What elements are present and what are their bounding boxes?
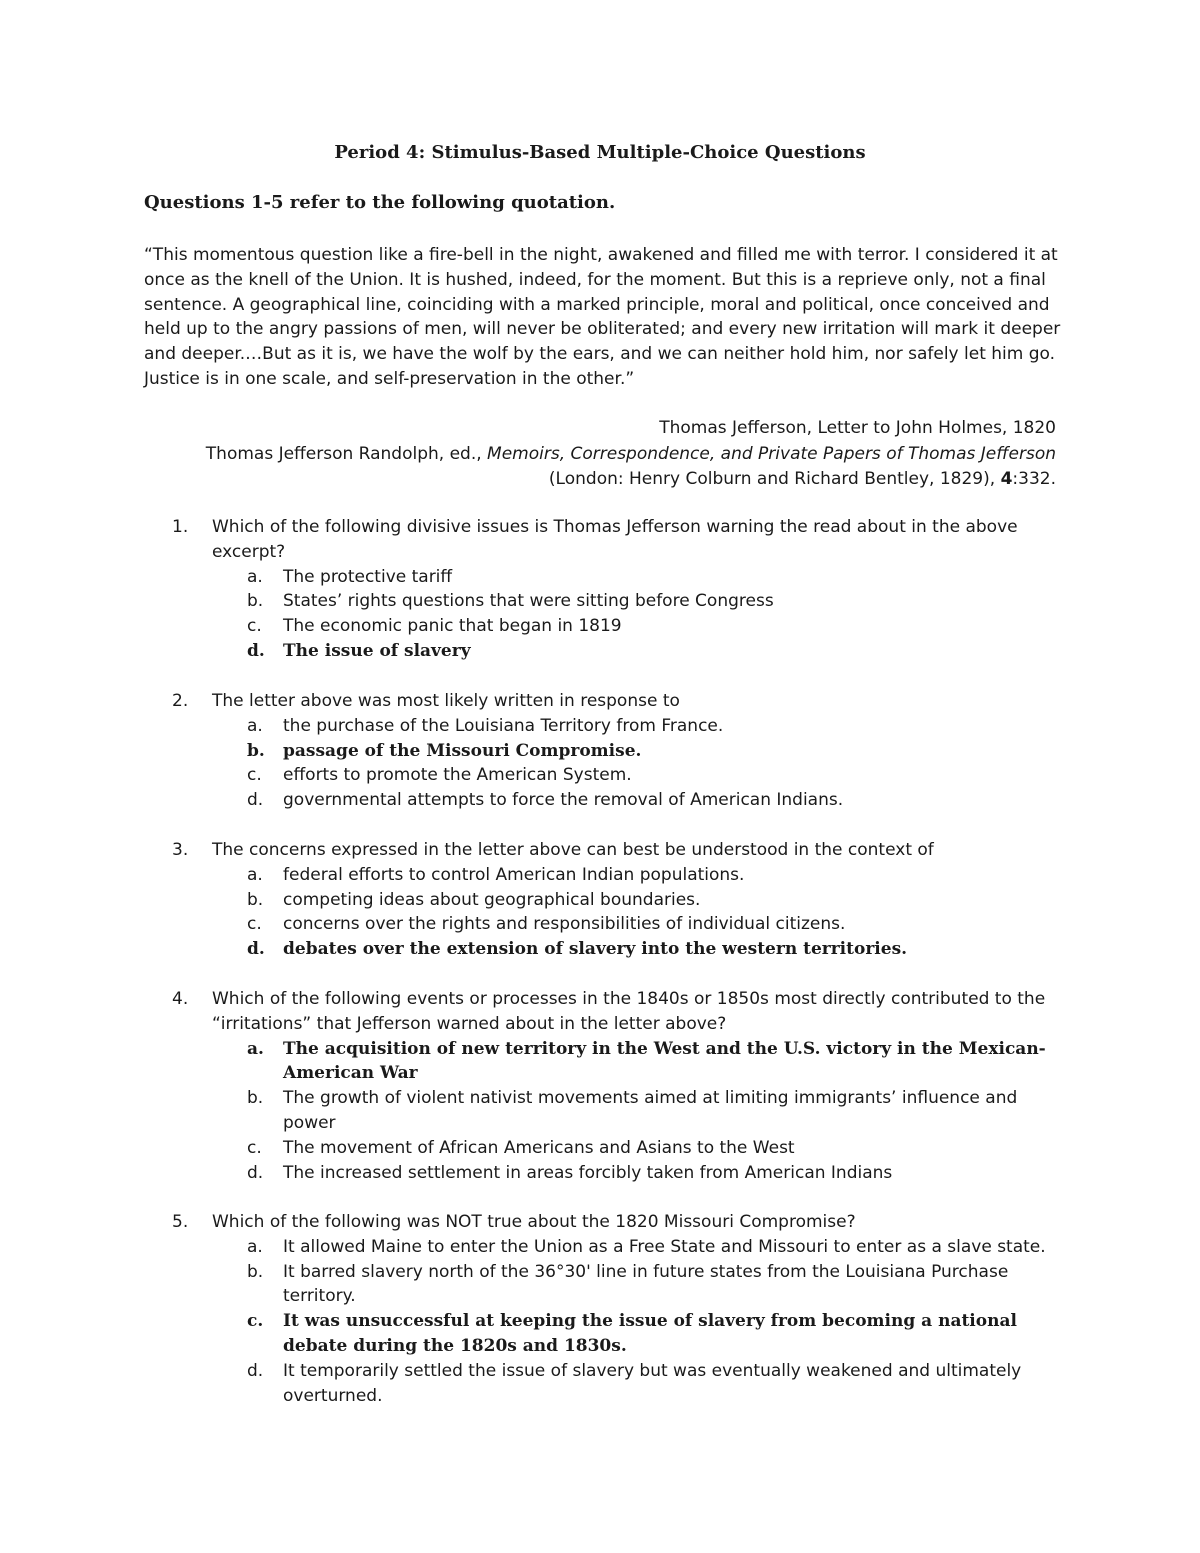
citation xyxy=(206,416,1056,493)
option-letter: b. xyxy=(247,1088,264,1109)
option-letter: a. xyxy=(247,715,263,736)
option-letter: a. xyxy=(247,864,263,885)
option-letter: d. xyxy=(247,1162,264,1183)
option-a xyxy=(0,714,1200,739)
citation-line-3 xyxy=(206,467,1056,493)
option-c xyxy=(0,763,1200,788)
option-b xyxy=(0,1086,1200,1136)
option-text: It allowed Maine to enter the Union as a Free State and Missouri to enter as a slave state. xyxy=(283,1236,1046,1257)
option-d xyxy=(0,1161,1200,1186)
option-text: debates over the extension of slavery into the western territories. xyxy=(283,939,908,960)
option-letter: b. xyxy=(247,1261,264,1282)
question-text: Which of the following events or processes in the 1840s or 1850s most directly contributed to the “irritations” that Jefferson warned about in the letter above? xyxy=(212,989,1046,1034)
option-c xyxy=(0,1136,1200,1161)
option-b-correct xyxy=(0,739,1200,764)
option-text: The economic panic that began in 1819 xyxy=(283,616,622,637)
option-text: The increased settlement in areas forcibly taken from American Indians xyxy=(283,1162,893,1183)
option-letter: c. xyxy=(247,616,262,637)
question-text: The concerns expressed in the letter above can best be understood in the context of xyxy=(212,840,934,860)
option-c xyxy=(0,614,1200,639)
option-text: federal efforts to control American Indian populations. xyxy=(283,864,745,885)
question-1 xyxy=(0,515,1200,664)
question-number: 4. xyxy=(172,989,189,1009)
option-letter: d. xyxy=(247,939,265,960)
question-stem xyxy=(0,689,1200,714)
option-text: passage of the Missouri Compromise. xyxy=(283,740,642,761)
page-title: Period 4: Stimulus-Based Multiple-Choice Questions xyxy=(334,142,866,163)
question-stem xyxy=(0,838,1200,863)
option-letter: b. xyxy=(247,889,264,910)
option-letter: c. xyxy=(247,1137,262,1158)
question-text: Which of the following divisive issues is Thomas Jefferson warning the read about in the above excerpt? xyxy=(212,517,1018,562)
citation-line-2 xyxy=(206,442,1056,468)
option-a-correct xyxy=(0,1037,1200,1087)
questions-intro: Questions 1-5 refer to the following quotation. xyxy=(144,192,616,213)
citation-book-title: Memoirs, Correspondence, and Private Papers of Thomas Jefferson xyxy=(487,443,1056,464)
option-d-correct xyxy=(0,937,1200,962)
option-text: The acquisition of new territory in the West and the U.S. victory in the Mexican-American War xyxy=(283,1038,1046,1084)
option-d xyxy=(0,788,1200,813)
option-c-correct xyxy=(0,1309,1200,1359)
option-d xyxy=(0,1359,1200,1409)
option-text: concerns over the rights and responsibilities of individual citizens. xyxy=(283,914,846,935)
option-a xyxy=(0,863,1200,888)
option-text: It temporarily settled the issue of slavery but was eventually weakened and ultimately overturned. xyxy=(283,1360,1022,1406)
option-a xyxy=(0,565,1200,590)
option-text: It was unsuccessful at keeping the issue of slavery from becoming a national debate during the 1820s and 1830s. xyxy=(283,1311,1017,1356)
option-c xyxy=(0,912,1200,937)
question-stem xyxy=(0,987,1200,1037)
question-5 xyxy=(0,1210,1200,1408)
question-text: The letter above was most likely written in response to xyxy=(212,691,680,711)
option-letter: b. xyxy=(247,591,264,612)
option-text: the purchase of the Louisiana Territory from France. xyxy=(283,715,724,736)
question-2 xyxy=(0,689,1200,813)
option-b xyxy=(0,589,1200,614)
option-letter: d. xyxy=(247,1360,264,1381)
question-stem xyxy=(0,515,1200,565)
option-letter: d. xyxy=(247,640,265,661)
option-text: The protective tariff xyxy=(283,566,453,587)
option-text: States’ rights questions that were sitting before Congress xyxy=(283,591,774,612)
question-stem xyxy=(0,1210,1200,1235)
option-letter: c. xyxy=(247,914,262,935)
option-d-correct xyxy=(0,639,1200,664)
stimulus-quotation: “This momentous question like a fire-bell in the night, awakened and filled me with terror. I considered it at once as the knell of the Union. It is hushed, indeed, for the moment. But this is a reprieve only, not a final sentence. A geographical line, coinciding with a marked principle, moral and political, once conceived and held up to the angry passions of men, will never be obliterated; and every new irritation will mark it deeper and deeper.…But as it is, we have the wolf by the ears, and we can neither hold him, nor safely let him go. Justice is in one scale, and self-preservation in the other.” xyxy=(144,245,1061,389)
option-letter: b. xyxy=(247,740,265,761)
option-letter: d. xyxy=(247,790,264,811)
question-number: 2. xyxy=(172,691,189,711)
option-a xyxy=(0,1235,1200,1260)
question-number: 1. xyxy=(172,517,189,537)
question-text: Which of the following was NOT true about the 1820 Missouri Compromise? xyxy=(212,1212,856,1232)
question-number: 5. xyxy=(172,1212,189,1232)
question-number: 3. xyxy=(172,840,189,860)
option-letter: c. xyxy=(247,765,262,786)
option-letter: a. xyxy=(247,566,263,587)
option-b xyxy=(0,888,1200,913)
citation-page: :332. xyxy=(1012,469,1056,489)
option-text: It barred slavery north of the 36°30' line in future states from the Louisiana Purchase territory. xyxy=(283,1261,1009,1307)
citation-editor: Thomas Jefferson Randolph, ed., xyxy=(205,443,488,464)
question-3 xyxy=(0,838,1200,962)
option-text: competing ideas about geographical boundaries. xyxy=(283,889,701,910)
option-letter: a. xyxy=(247,1236,263,1257)
question-4 xyxy=(0,987,1200,1185)
option-text: efforts to promote the American System. xyxy=(283,765,632,786)
option-text: The movement of African Americans and Asians to the West xyxy=(283,1137,795,1158)
option-text: governmental attempts to force the removal of American Indians. xyxy=(283,790,844,811)
option-letter: a. xyxy=(247,1038,264,1059)
option-letter: c. xyxy=(247,1311,264,1332)
citation-line-1: Thomas Jefferson, Letter to John Holmes, 1820 xyxy=(659,418,1056,438)
option-text: The issue of slavery xyxy=(283,640,471,661)
citation-volume: 4 xyxy=(1000,469,1013,489)
option-b xyxy=(0,1260,1200,1310)
citation-publisher: (London: Henry Colburn and Richard Bentley, 1829), xyxy=(548,469,1001,489)
option-text: The growth of violent nativist movements aimed at limiting immigrants’ influence and power xyxy=(283,1088,1018,1133)
